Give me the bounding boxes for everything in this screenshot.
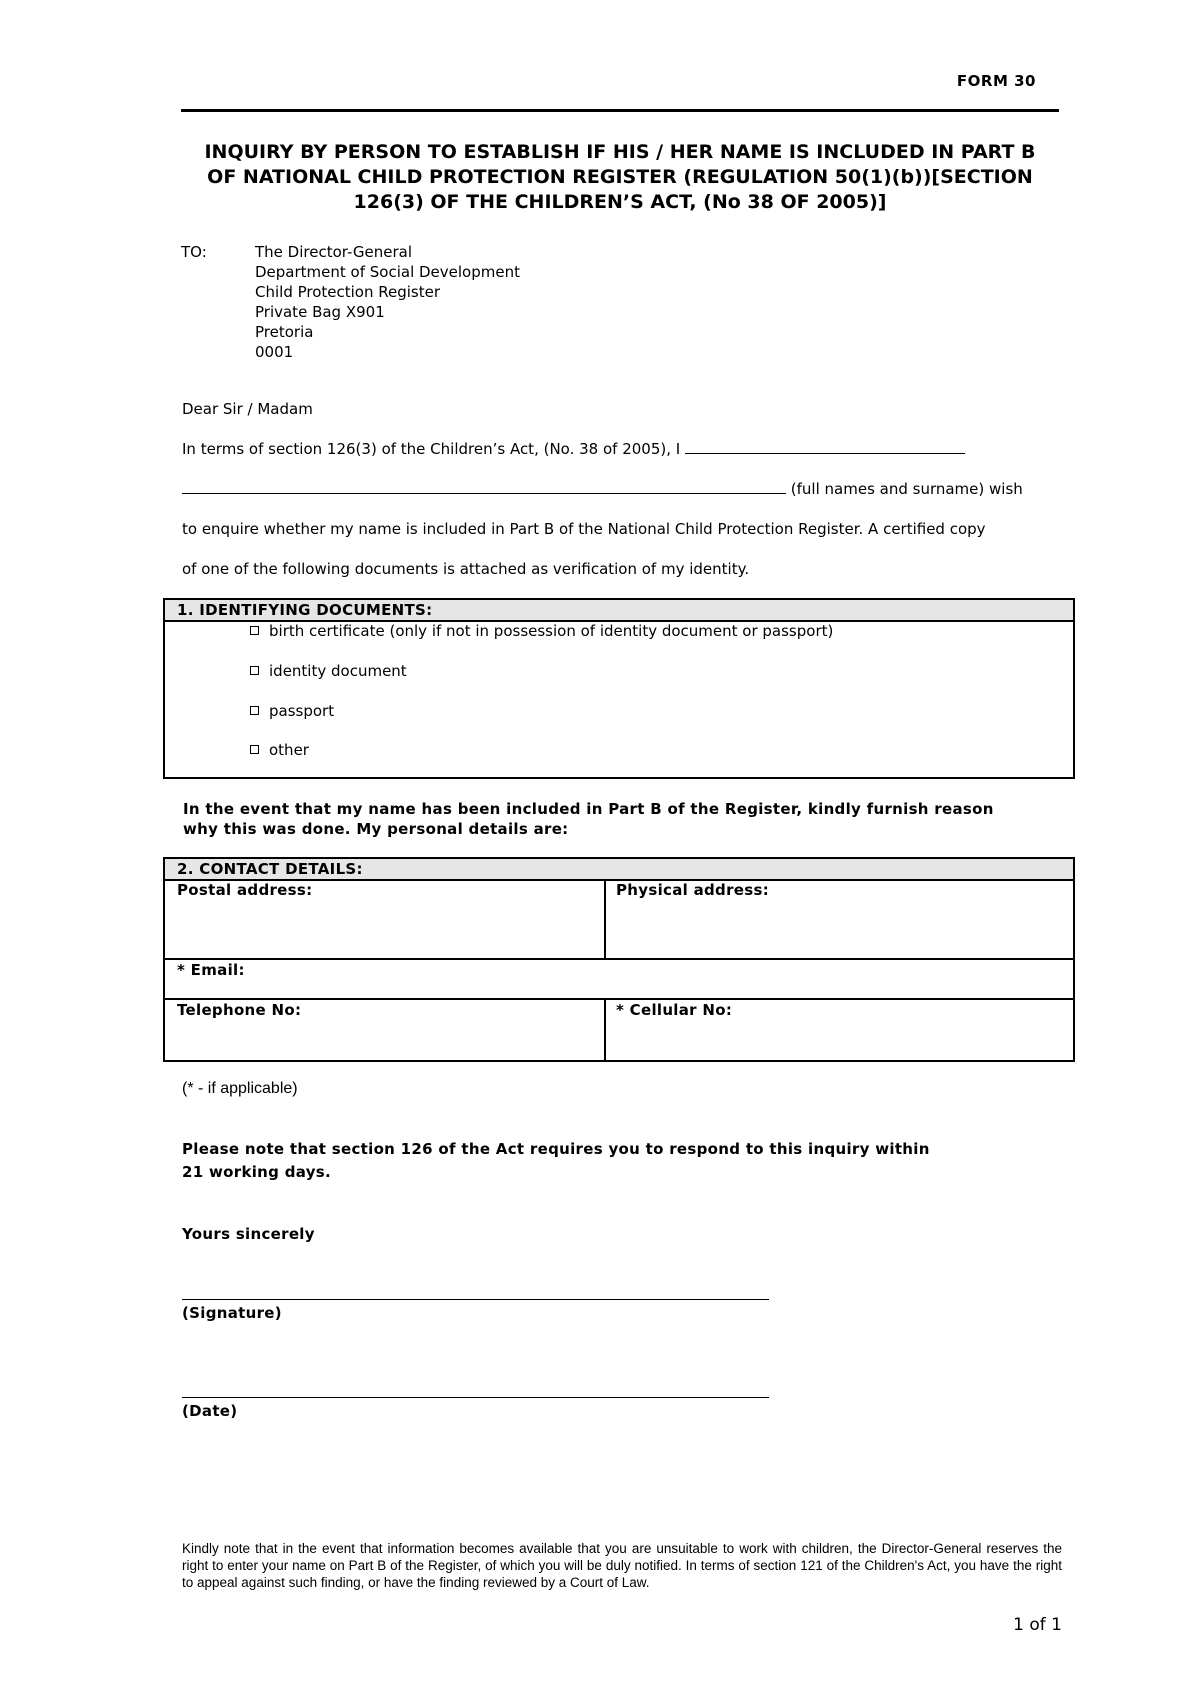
cellular-field[interactable]: * Cellular No: <box>616 1001 733 1019</box>
response-note-line-1: Please note that section 126 of the Act requires you to respond to this inquiry within <box>182 1140 930 1158</box>
address-line: 0001 <box>255 343 294 361</box>
address-line: Department of Social Development <box>255 263 520 281</box>
response-note-line-2: 21 working days. <box>182 1163 332 1181</box>
checkbox-icon[interactable] <box>250 745 259 754</box>
date-line[interactable] <box>182 1397 769 1398</box>
request-line-1: In the event that my name has been included in Part B of the Register, kindly furnish reason <box>183 800 994 818</box>
doc-option-label: other <box>269 741 309 759</box>
checkbox-icon[interactable] <box>250 706 259 715</box>
footnote: Kindly note that in the event that information becomes available that you are unsuitable to work with children, the Director-General reserves the right to enter your name on Part B of the Register, of which you will be duly notified. In terms of section 121 of the Children's Act, you have the right to appeal against such finding, or have the finding reviewed by a Court of Law. <box>182 1541 1062 1590</box>
closing: Yours sincerely <box>182 1225 315 1243</box>
doc-option-label: passport <box>269 702 335 720</box>
recipient-address <box>255 242 520 362</box>
date-label: (Date) <box>182 1402 238 1420</box>
telephone-field[interactable]: Telephone No: <box>177 1001 302 1019</box>
to-label: TO: <box>181 243 207 261</box>
row-divider <box>165 958 1073 960</box>
physical-address-field[interactable]: Physical address: <box>616 881 770 899</box>
address-line: Private Bag X901 <box>255 303 385 321</box>
letter-line-1 <box>182 440 965 458</box>
column-divider <box>604 879 606 958</box>
form-number: FORM 30 <box>956 72 1036 90</box>
letter-line-2 <box>182 480 1023 498</box>
salutation: Dear Sir / Madam <box>182 400 313 418</box>
letter-line-4: of one of the following documents is attached as verification of my identity. <box>182 560 750 578</box>
contact-details-heading: 2. CONTACT DETAILS: <box>165 859 1073 881</box>
signature-label: (Signature) <box>182 1304 282 1322</box>
signature-line[interactable] <box>182 1299 769 1300</box>
letter-line-1-text: In terms of section 126(3) of the Children’s Act, (No. 38 of 2005), I <box>182 440 681 458</box>
letter-line-2-text: (full names and surname) wish <box>790 480 1023 498</box>
doc-option-label: birth certificate (only if not in possession of identity document or passport) <box>269 622 834 640</box>
request-line-2: why this was done. My personal details are: <box>183 820 569 838</box>
doc-option-birth-certificate[interactable] <box>250 622 833 640</box>
letter-line-3: to enquire whether my name is included in Part B of the National Child Protection Register. A certified copy <box>182 520 986 538</box>
doc-option-other[interactable] <box>250 741 309 759</box>
checkbox-icon[interactable] <box>250 626 259 635</box>
column-divider <box>604 1000 606 1060</box>
email-field[interactable]: * Email: <box>177 961 245 979</box>
applicable-note: (* - if applicable) <box>182 1080 298 1097</box>
name-blank-field[interactable] <box>685 453 965 454</box>
address-line: The Director-General <box>255 243 413 261</box>
row-divider <box>165 998 1073 1000</box>
doc-option-passport[interactable] <box>250 702 334 720</box>
postal-address-field[interactable]: Postal address: <box>177 881 313 899</box>
doc-option-identity-document[interactable] <box>250 662 407 680</box>
identifying-documents-heading: 1. IDENTIFYING DOCUMENTS: <box>165 600 1073 622</box>
address-line: Child Protection Register <box>255 283 441 301</box>
page-number: 1 of 1 <box>1013 1615 1062 1635</box>
full-name-blank-field[interactable] <box>182 493 786 494</box>
contact-details-box <box>163 857 1075 1062</box>
identifying-documents-box <box>163 598 1075 779</box>
form-title: INQUIRY BY PERSON TO ESTABLISH IF HIS / HER NAME IS INCLUDED IN PART B OF NATIONAL CHILD PROTECTION REGISTER (REGULATION 50(1)(b))[SECTION 126(3) OF THE CHILDREN’S ACT, (No 38 OF 2005)] <box>204 141 1036 213</box>
address-line: Pretoria <box>255 323 314 341</box>
header-rule <box>181 109 1059 112</box>
checkbox-icon[interactable] <box>250 666 259 675</box>
doc-option-label: identity document <box>269 662 407 680</box>
